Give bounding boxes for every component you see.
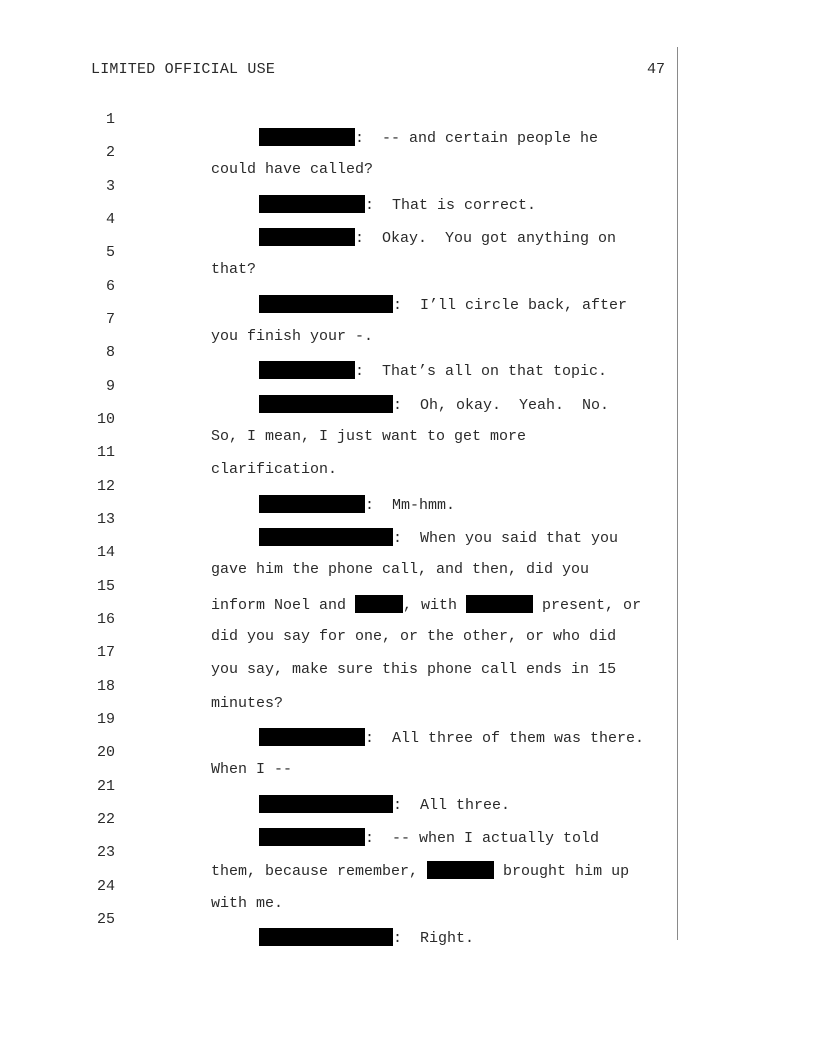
line-number: 12 xyxy=(96,478,115,495)
transcript-line xyxy=(0,161,816,214)
transcript-line xyxy=(0,461,816,514)
transcript-line xyxy=(0,594,816,645)
line-text: that? xyxy=(211,261,257,278)
line-number: 14 xyxy=(96,544,115,561)
line-text: you say, make sure this phone call ends in 15 xyxy=(211,661,617,678)
transcript-line xyxy=(0,827,816,880)
line-number: 2 xyxy=(105,144,115,161)
line-number: 15 xyxy=(96,578,115,595)
line-text: : Mm-hmm. xyxy=(365,497,456,514)
line-text: : Right. xyxy=(393,930,475,947)
line-number: 6 xyxy=(105,278,115,295)
line-number: 24 xyxy=(96,878,115,895)
line-number: 22 xyxy=(96,811,115,828)
line-text: : I’ll circle back, after xyxy=(393,297,628,314)
line-text: : -- and certain people he xyxy=(355,130,599,147)
line-text-part: , with xyxy=(403,597,467,614)
transcript-line xyxy=(0,427,816,478)
line-number: 25 xyxy=(96,911,115,928)
line-number: 16 xyxy=(96,611,115,628)
transcript-line xyxy=(0,561,816,614)
line-text: : All three. xyxy=(393,797,511,814)
line-number: 11 xyxy=(96,444,115,461)
line-number: 10 xyxy=(96,411,115,428)
line-text-part: present, or xyxy=(533,597,642,614)
transcript-line xyxy=(0,361,816,414)
line-text: : When you said that you xyxy=(393,530,619,547)
line-text: gave him the phone call, and then, did you xyxy=(211,561,590,578)
line-number: 1 xyxy=(105,111,115,128)
transcript-line xyxy=(0,727,816,778)
line-text-part: inform Noel and xyxy=(211,597,356,614)
transcript-line xyxy=(0,894,816,947)
line-text: : All three of them was there. xyxy=(365,730,645,747)
line-text-part: them, because remember, xyxy=(211,863,428,880)
transcript-line xyxy=(0,194,816,247)
redacted-speaker xyxy=(259,928,393,946)
speaker-line xyxy=(259,928,474,947)
line-text: did you say for one, or the other, or who did xyxy=(211,628,617,645)
transcript-line xyxy=(0,861,816,912)
line-text: So, I mean, I just want to get more xyxy=(211,428,527,445)
line-text: : Oh, okay. Yeah. No. xyxy=(393,397,610,414)
transcript-line xyxy=(0,261,816,314)
line-number: 21 xyxy=(96,778,115,795)
line-number: 4 xyxy=(105,211,115,228)
transcript-line xyxy=(0,527,816,578)
line-text: When I -- xyxy=(211,761,293,778)
line-text: with me. xyxy=(211,895,284,912)
page-number: 47 xyxy=(647,61,666,78)
transcript-line xyxy=(0,394,816,445)
transcript-line xyxy=(0,627,816,678)
transcript-line xyxy=(0,127,816,178)
line-number: 9 xyxy=(105,378,115,395)
line-text: : -- when I actually told xyxy=(365,830,600,847)
transcript-line xyxy=(0,227,816,278)
line-text: you finish your -. xyxy=(211,328,374,345)
line-text: : That is correct. xyxy=(365,197,537,214)
line-number: 3 xyxy=(105,178,115,195)
transcript-line xyxy=(0,794,816,847)
line-text: : Okay. You got anything on xyxy=(355,230,617,247)
transcript-line xyxy=(0,94,816,147)
transcript-line xyxy=(0,327,816,380)
classification-header: LIMITED OFFICIAL USE xyxy=(91,61,276,78)
line-number: 23 xyxy=(96,844,115,861)
line-text: could have called? xyxy=(211,161,374,178)
line-number: 20 xyxy=(96,744,115,761)
line-number: 18 xyxy=(96,678,115,695)
transcript-line xyxy=(0,694,816,747)
line-text: minutes? xyxy=(211,695,284,712)
line-text: clarification. xyxy=(211,461,338,478)
transcript-line xyxy=(0,494,816,547)
transcript-line xyxy=(0,661,816,712)
transcript-line xyxy=(0,761,816,814)
line-number: 13 xyxy=(96,511,115,528)
line-number: 17 xyxy=(96,644,115,661)
transcript-line xyxy=(0,294,816,345)
line-text-part: brought him up xyxy=(494,863,630,880)
line-number: 5 xyxy=(105,244,115,261)
line-text: : That’s all on that topic. xyxy=(355,363,608,380)
line-number: 19 xyxy=(96,711,115,728)
line-number: 7 xyxy=(105,311,115,328)
line-number: 8 xyxy=(105,344,115,361)
